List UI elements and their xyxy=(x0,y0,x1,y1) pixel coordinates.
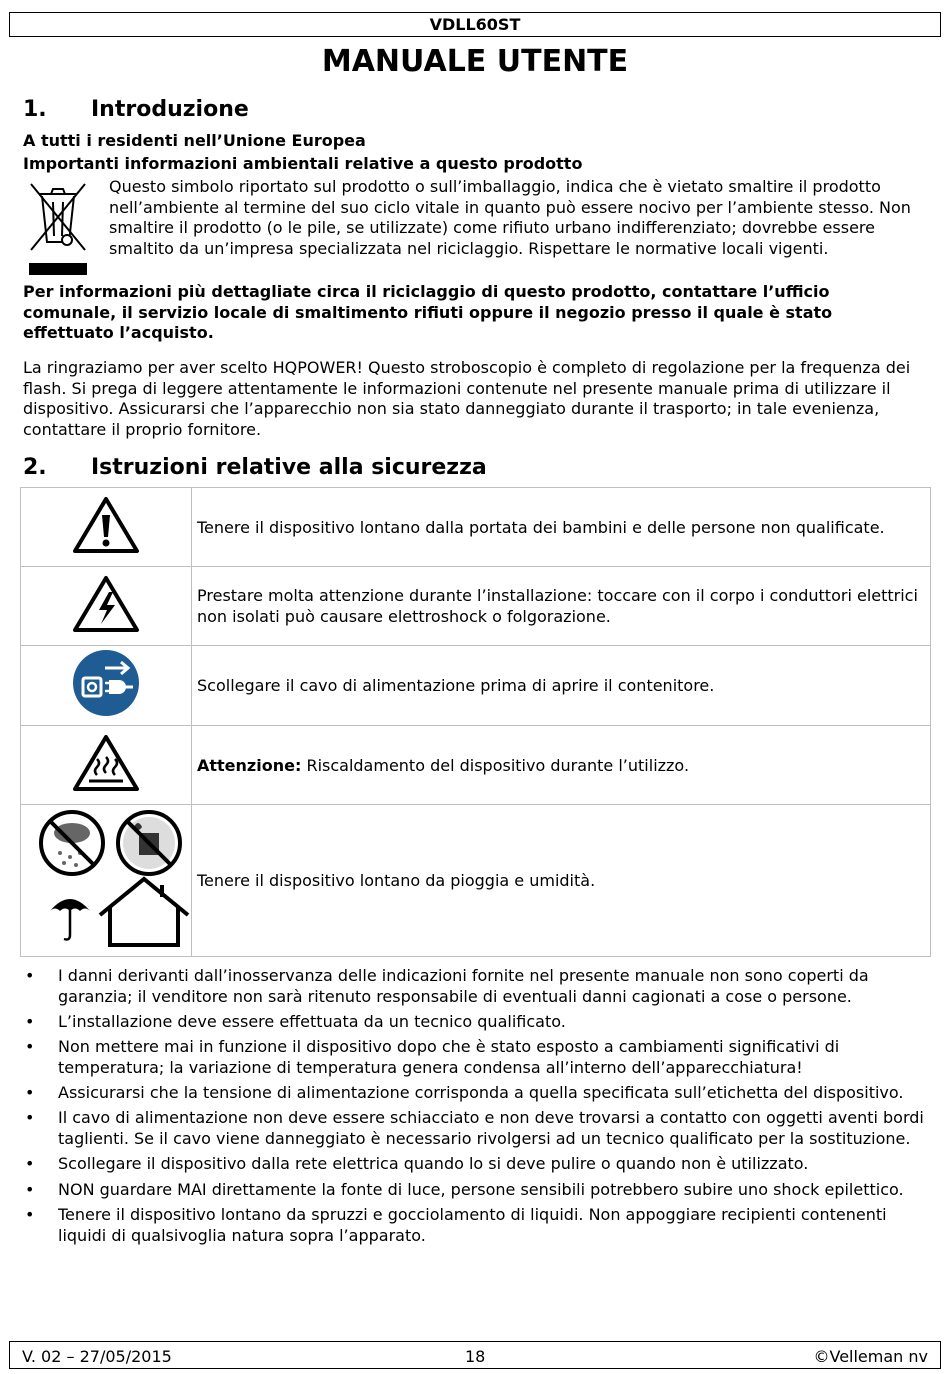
safety-row xyxy=(21,646,931,726)
safety-text: Scollegare il cavo di alimentazione prima di aprire il contenitore. xyxy=(192,646,931,726)
list-item: • L’installazione deve essere effettuata da un tecnico qualificato. xyxy=(23,1012,933,1033)
safety-text: Tenere il dispositivo lontano da pioggia e umidità. xyxy=(192,805,931,957)
list-item: • I danni derivanti dall’inosservanza delle indicazioni fornite nel presente manuale non sono coperti da garanzia; il venditore non sarà ritenuto responsabile di eventuali danni cagionati a cose o persone. xyxy=(23,966,933,1008)
safety-text: Prestare molta attenzione durante l’installazione: toccare con il corpo i conduttori elettrici non isolati può causare elettroshock o folgorazione. xyxy=(192,567,931,646)
umbrella-icon xyxy=(50,899,90,940)
safety-row xyxy=(21,488,931,567)
eu-residents-subheading: A tutti i residenti nell’Unione Europea xyxy=(23,131,366,150)
footer-version: V. 02 – 27/05/2015 xyxy=(22,1347,172,1366)
list-item: • Tenere il dispositivo lontano da spruzzi e gocciolamento di liquidi. Non appoggiare recipienti contenenti liquidi di qualsivoglia natura sopra l’apparato. xyxy=(23,1205,933,1247)
list-item: • Non mettere mai in funzione il dispositivo dopo che è stato esposto a cambiamenti significativi di temperatura; la variazione di temperatura genera condensa all’interno dell’apparecchiatura! xyxy=(23,1037,933,1079)
attention-label: Attenzione: xyxy=(197,755,302,775)
page-footer xyxy=(9,1341,941,1369)
section-1-heading: 1. Introduzione xyxy=(23,97,249,122)
no-rain-icon xyxy=(41,812,103,874)
no-rain-moisture-indoor-icons xyxy=(21,805,192,957)
unplug-icon xyxy=(21,646,192,726)
safety-text: Tenere il dispositivo lontano dalla portata dei bambini e delle persone non qualificate. xyxy=(192,488,931,567)
document-title: MANUALE UTENTE xyxy=(321,44,629,79)
electric-shock-icon xyxy=(21,567,192,646)
safety-row xyxy=(21,567,931,646)
section-2-heading: 2. Istruzioni relative alla sicurezza xyxy=(23,455,487,480)
environmental-info-subheading: Importanti informazioni ambientali relative a questo prodotto xyxy=(23,154,583,173)
footer-copyright: ©Velleman nv xyxy=(813,1347,928,1366)
page-header: VDLL60ST xyxy=(9,12,941,37)
warning-icon xyxy=(21,488,192,567)
recycling-info: Per informazioni più dettagliate circa il riciclaggio di questo prodotto, contattare l’ufficio comunale, il servizio locale di smaltimento rifiuti oppure il negozio presso il quale è stato effettuato l’acquisto. xyxy=(23,282,833,342)
list-item: • Assicurarsi che la tensione di alimentazione corrisponda a quella specificata sull’etichetta del dispositivo. xyxy=(23,1083,933,1104)
no-moisture-icon xyxy=(118,812,180,874)
safety-table xyxy=(20,487,931,957)
indoor-house-icon xyxy=(100,879,188,945)
list-item: • Il cavo di alimentazione non deve essere schiacciato e non deve trovarsi a contatto con oggetti aventi bordi taglienti. Se il cavo viene danneggiato è necessario rivolgersi ad un tecnico qualificato per la sostituzione. xyxy=(23,1108,933,1150)
footer-page-number: 18 xyxy=(465,1347,486,1366)
safety-text: Attenzione: Riscaldamento del dispositivo durante l’utilizzo. xyxy=(192,726,931,805)
weee-crossed-bin-icon xyxy=(23,178,93,278)
safety-row xyxy=(21,726,931,805)
list-item: • Scollegare il dispositivo dalla rete elettrica quando lo si deve pulire o quando non è utilizzato. xyxy=(23,1154,933,1175)
safety-bullet-list xyxy=(23,966,933,1251)
weee-description: Questo simbolo riportato sul prodotto o sull’imballaggio, indica che è vietato smaltire il prodotto nell’ambiente al termine del suo ciclo vitale in quanto può essere nocivo per l’ambiente stesso. Non smaltire il prodotto (o le pile, se utilizzate) come rifiuto urbano indifferenziato; dovrebbe essere smaltito da un’impresa specializzata nel riciclaggio. Rispettare le normative locali vigenti. xyxy=(109,177,911,258)
hot-surface-icon xyxy=(21,726,192,805)
list-item: • NON guardare MAI direttamente la fonte di luce, persone sensibili potrebbero subire uno shock epilettico. xyxy=(23,1180,933,1201)
intro-paragraph: La ringraziamo per aver scelto HQPOWER! Questo stroboscopio è completo di regolazione per la frequenza dei flash. Si prega di leggere attentamente le informazioni contenute nel presente manuale prima di utilizzare il dispositivo. Assicurarsi che l’apparecchio non sia stato danneggiato durante il trasporto; in tale evenienza, contattare il proprio fornitore. xyxy=(23,358,911,439)
safety-row xyxy=(21,805,931,957)
